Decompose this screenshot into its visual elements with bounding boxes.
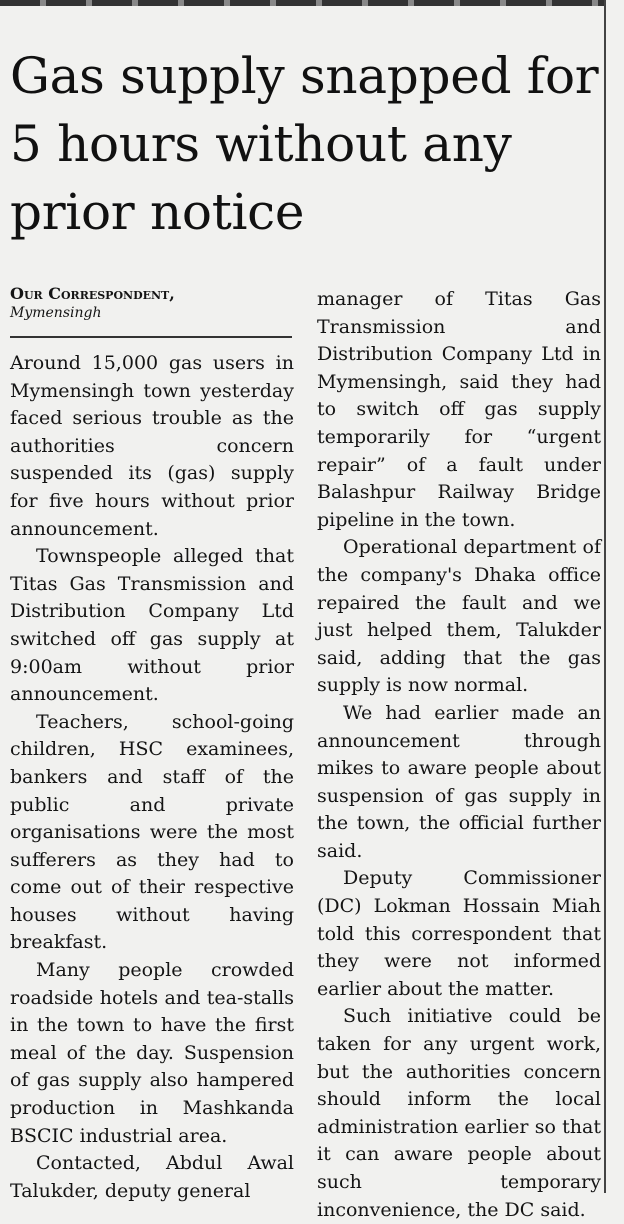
paragraph: Townspeople alleged that Titas Gas Transmission and Distribution Company Ltd switched off gas supply at 9:00am without prior announcement. <box>10 545 294 706</box>
paragraph: Around 15,000 gas users in Mymensingh town yesterday faced serious trouble as the authorities concern suspended its (gas) supply for five hours without prior announcement. <box>10 352 294 540</box>
paragraph: Many people crowded roadside hotels and tea-stalls in the town to have the first meal of the day. Suspension of gas supply also hampered production in Mashkanda BSCIC industrial area. <box>10 959 294 1147</box>
paragraph: Such initiative could be taken for any urgent work, but the authorities concern should inform the local administration earlier so that it can aware people about such temporary inconvenience, the DC said. <box>317 1005 601 1221</box>
paragraph: We had earlier made an announcement through mikes to aware people about suspension of gas supply in the town, the official further said. <box>317 701 601 862</box>
byline: Our Correspondent, <box>10 284 175 303</box>
paragraph: Operational department of the company's Dhaka office repaired the fault and we just helped them, Talukder said, adding that the gas supply is now normal. <box>317 536 601 697</box>
top-rule <box>0 0 606 6</box>
byline-rule <box>10 336 292 338</box>
dateline: Mymensingh <box>10 305 102 321</box>
paragraph: manager of Titas Gas Transmission and Distribution Company Ltd in Mymensingh, said they had to switch off gas supply temporarily for “urgent repair” of a fault under Balashpur Railway Bridge pipeline in the town. <box>317 288 601 531</box>
paragraph: Teachers, school-going children, HSC examinees, bankers and staff of the public and private organisations were the most sufferers as they had to come out of their respective houses without having breakfast. <box>10 710 294 954</box>
paragraph: Deputy Commissioner (DC) Lokman Hossain Miah told this correspondent that they were not informed earlier about the matter. <box>317 867 601 1000</box>
paragraph: Contacted, Abdul Awal Talukder, deputy general <box>10 1152 294 1202</box>
headline: Gas supply snapped for 5 hours without any prior notice <box>10 47 599 241</box>
column-rule <box>604 0 606 1193</box>
left-column <box>10 284 294 1205</box>
right-column <box>317 286 601 1224</box>
